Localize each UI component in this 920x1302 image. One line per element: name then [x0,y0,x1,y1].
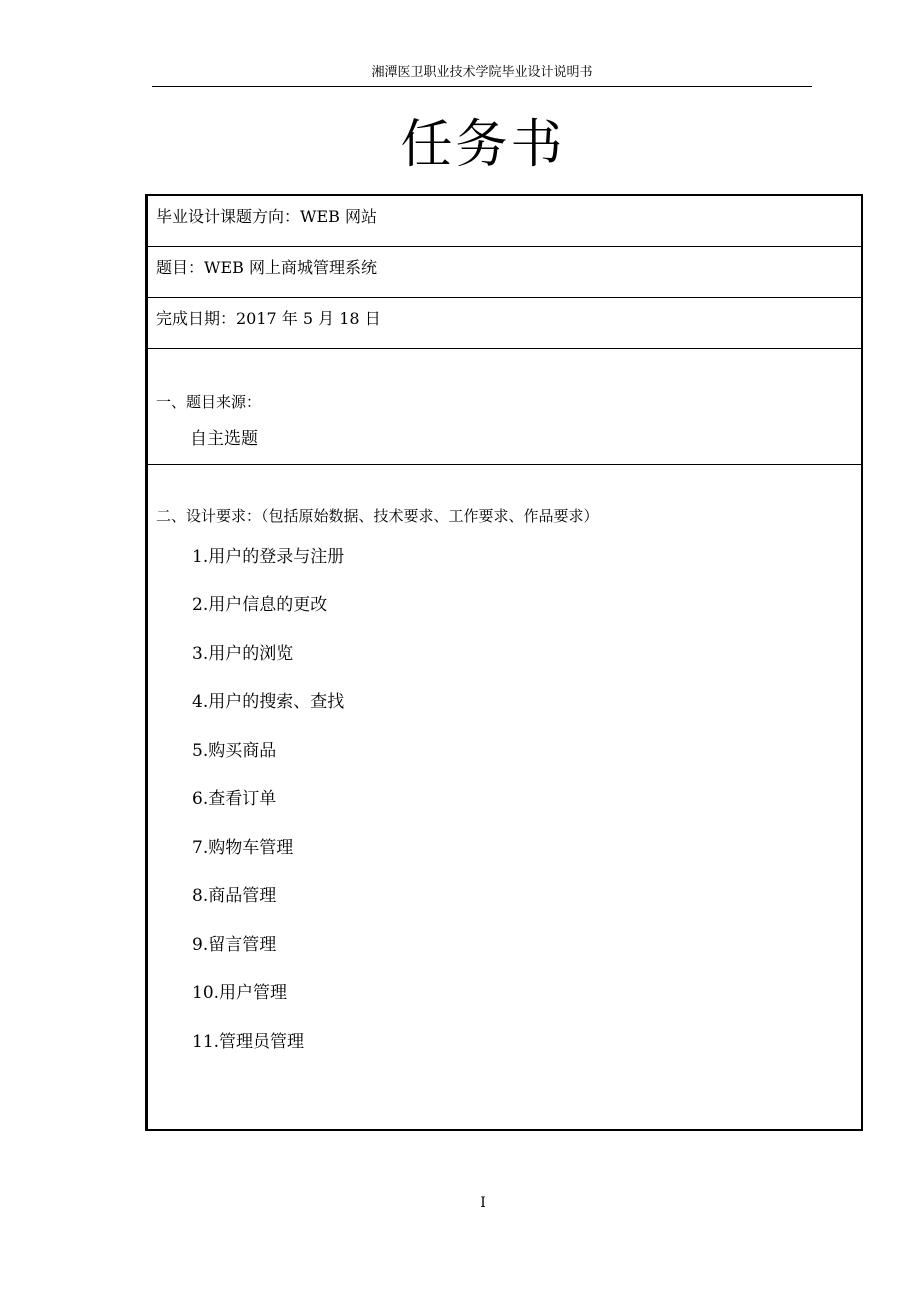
source-row [148,349,861,465]
running-header: 湘潭医卫职业技术学院毕业设计说明书 [371,65,593,80]
header-rule [152,86,812,87]
source-heading: 一、题目来源： [156,393,262,411]
direction-field: 毕业设计课题方向：WEB 网站 [156,207,377,226]
list-item: 3.用户的浏览 [192,644,294,664]
date-row [148,298,861,349]
topic-row [148,247,861,298]
requirements-heading: 二、设计要求：（包括原始数据、技术要求、工作要求、作品要求） [156,507,599,525]
task-table [145,194,863,1131]
direction-row [148,196,861,247]
source-value: 自主选题 [190,429,258,449]
list-item: 9.留言管理 [192,935,277,955]
list-item: 8.商品管理 [192,886,277,906]
list-item: 7.购物车管理 [192,838,294,858]
list-item: 1.用户的登录与注册 [192,547,345,567]
list-item: 4.用户的搜索、查找 [192,692,345,712]
document-title: 任务书 [400,115,566,175]
topic-field: 题目：WEB 网上商城管理系统 [156,258,377,277]
list-item: 10.用户管理 [192,983,288,1003]
page-number: I [480,1195,486,1211]
list-item: 5.购买商品 [192,741,277,761]
list-item: 6.查看订单 [192,789,277,809]
requirements-row [148,465,861,1129]
list-item: 11.管理员管理 [192,1032,305,1052]
list-item: 2.用户信息的更改 [192,595,328,615]
date-field: 完成日期：2017 年 5 月 18 日 [156,309,381,328]
